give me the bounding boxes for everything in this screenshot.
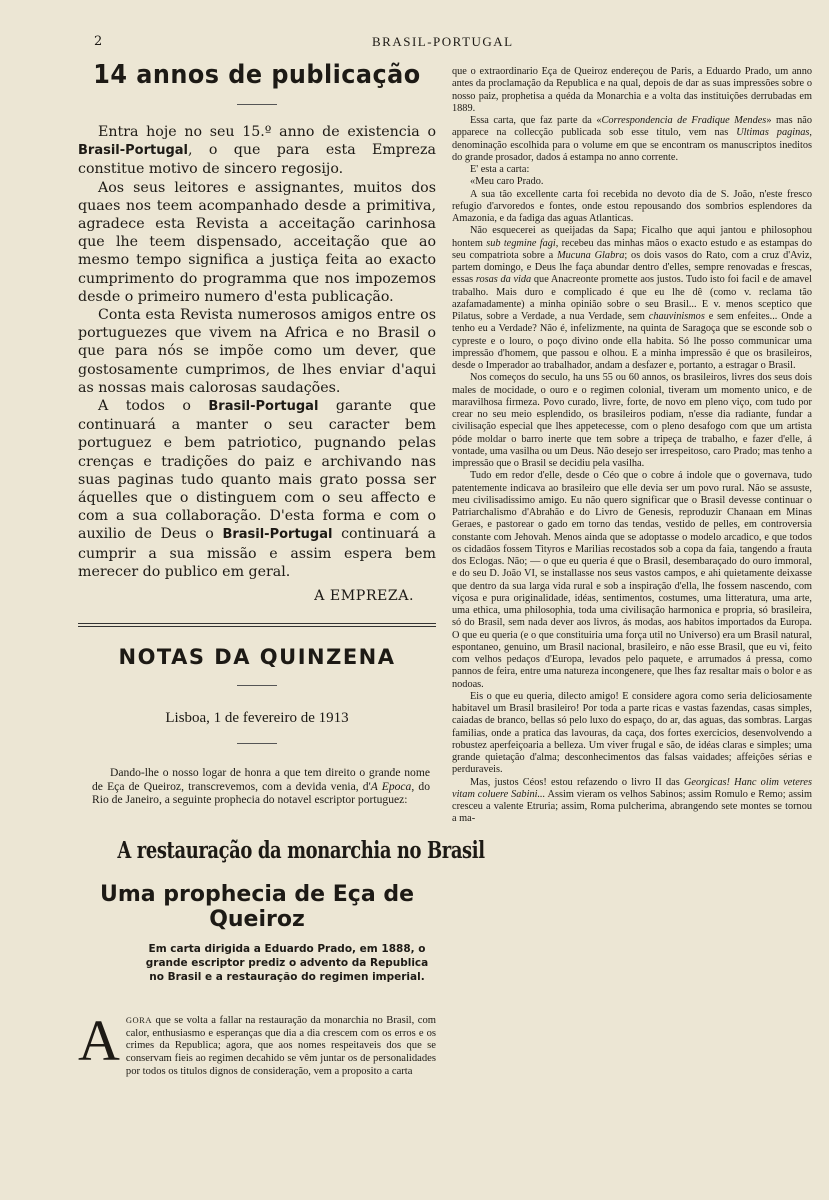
letter-salutation: «Meu caro Prado. — [470, 176, 544, 188]
running-title: BRASIL-PORTUGAL — [372, 34, 514, 49]
body-paragraph: E' esta a carta: — [470, 164, 530, 175]
editorial-title: 14 annos de publicação — [93, 60, 421, 90]
dateline-rule — [237, 743, 277, 744]
body-paragraph: Tudo em redor d'elle, desde o Céo que o cobre á indole que o governava, tudo patentemente indicava ao brasileiro que elle devia ser um povo rural. Não se assuste, meu civilisadissimo amigo. Eu não quero significar que o Brasil devesse continuar o Patriarchalismo d'Abrahão e do Livro de Genesis, reproduzir Chanaan em Minas Geraes, e pastorear o gado em torno das tendas, vestido de pelles, em controversia constante com Jehovah. Menos ainda que se adoptasse o modelo arcadico, e que todos os cidadãos fossem Tityros e Marilias recostados sob a copa da faia, tangendo a frauta dos Eclogas. Não; — o que eu queria é que o Brasil, desembaraçado do ouro immoral, e do seu D. João VI, se installasse nos seus vastos campos, e ahi quietamente deixasse que dentro da sua larga vida rural e sob a inspiração d'ella, lhe fossem nascendo, com viçosa e pura originalidade, idéas, sentimentos, costumes, uma litteratura, uma arte, uma ethica, uma philosophia, toda uma civilisação harmonica e propria, só brasileira, só do Brasil, sem nada dever aos livros, ás modas, aos habitos importados da Europa. O que eu queria (e o que constituiria uma força util no Universo) era um Brasil natural, espontaneo, genuino, um Brasil nacional, brasileiro, e não esse Brasil, que eu vi, feito com velhos pedaços d'Europa, levados pelo paquete, e arrumados á pressa, como pannos de feira, entre uma natureza incongenere, que lhes faz resaltar mais o bolor e as nodoas. — [452, 470, 812, 690]
body-paragraph: Nos começos do seculo, ha uns 55 ou 60 annos, os brasileiros, livres dos seus dois males de mocidade, o ouro e o regimen colonial, tiveram um momento unico, e de maravilhosa firmeza. Povo curado, livre, forte, de novo em pleno viço, com tudo por crear no seu meio esplendido, os brasileiros podiam, n'esse dia radiante, fundar a civilisação especial que lhes appetecesse, com o pleno desafogo com que um artista póde moldar o barro inerte que tem sobre a tripeça de trabalho, e fazer d'elle, á vontade, uma vasilha ou um Deus. Não desejo ser irrespeitoso, caro Prado; mas tenho a impressão que o Brasil se decidiu pela vasilha. — [452, 372, 813, 469]
article-title: A restauração da monarchia no Brasil — [117, 837, 485, 865]
intro-paragraph: Dando-lhe o nosso logar de honra a que tem direito o grande nome de Eça de Queiroz, transcrevemos, com a devida venia, d'A Epoca, do Rio de Janeiro, a seguinte prophecia do notavel escriptor portuguez: — [92, 766, 431, 807]
body-paragraph: Não esquecerei as queijadas da Sapa; Ficalho que aqui jantou e philosophou hontem sub tegmine fagi, recebeu das minhas mãos o exacto estudo e as estampas do seu compatriota sobre a Mucuna Glabra; os dois vasos do Rato, com a cruz d'Aviz, partem domingo, e Deus lhe faça abundar dentro d'elles, sempre renovadas e frescas, essas rosas da vida que Anacreonte promette aos justos. Tudo isto foi facil e de amavel trabalho. Mais duro e complicado é que eu lhe dê (como v. reclama tão azafamadamente) a minha opinião sobre o seu Brasil... E v. menos sceptico que Pilatus, sobre a Verdade, a nua Verdade, sem chauvinismos e sem enfeites... Onde a tenho eu a Verdade? Não é, infelizmente, na quinta de Saragoça que se esconde sob o cypreste e o louro, o poço divino onde ella habita. Só lhe posso communicar uma impressão d'homem, que passou e olhou. E a minha impressão é que os brasileiros, desde o Imperador ao trabalhador, andam a desfazer e, portanto, a estragar o Brasil. — [452, 225, 812, 371]
left-column — [78, 60, 485, 1079]
body-paragraph: que o extraordinario Eça de Queiroz endereçou de Paris, a Eduardo Prado, um anno antes da proclamação da Republica e na qual, depois de dar as suas impressões sobre o nosso paiz, prophetisa a quéda da Monarchia e a volta das instituições derrubadas em 1889. — [452, 66, 812, 114]
editorial-paragraph: A todos o Brasil-Portugal garante que continuará a manter o seu caracter bem portuguez e bem patriotico, pugnando pelas crenças e tradições do paiz e archivando nas suas paginas tudo quanto mais grato possa ser áquelles que o distinguem com o seu affecto e com a sua collaboração. D'esta forma e com o auxilio de Deus o Brasil-Portugal continuará a cumprir a sua missão e assim espera bem merecer do publico em geral. — [78, 398, 437, 580]
editorial-paragraph: Aos seus leitores e assignantes, muitos dos quaes nos teem acompanhado desde a primitiva, agradece esta Revista a acceitação carinhosa que lhe teem dispensado, acceitação que ao mesmo tempo significa a justiça feita ao exacto cumprimento do programma que nos impozemos desde o primeiro numero d'esta publicação. — [78, 179, 436, 305]
drop-cap: A — [78, 1008, 120, 1074]
body-paragraph: Eis o que eu queria, dilecto amigo! E considere agora como seria deliciosamente habitavel um Brasil brasileiro! Por toda a parte ricas e vastas fazendas, casas simples, caiadas de branco, bellas só pelo luxo do espaço, do ar, das aguas, das sombras. Largas familias, onde a pratica das lavouras, da caça, dos fortes exercicios, desenvolvendo a robustez aperfeiçoaria a belleza. Um viver frugal e são, de idéas claras e simples; uma grande quietação d'alma; desconhecimentos das falsas vaidades; affeições sérias e perduraveis. — [452, 690, 812, 776]
section-title: NOTAS DA QUINZENA — [118, 645, 396, 670]
article-first-paragraph: AGORA que se volta a fallar na restauração da monarchia no Brasil, com calor, enthusiasmo e esperanças que dia a dia crescem com os erros e os crimes da Republica; agora, que aos nomes respeitaveis dos que se conservam fieis ao regimen decahido se vêm juntar os de personalidades por todos os titulos dignos de consideração, vem a proposito a carta — [78, 1008, 436, 1077]
dateline: Lisboa, 1 de fevereiro de 1913 — [165, 710, 349, 727]
section-divider — [78, 623, 436, 627]
body-paragraph: Mas, justos Céos! estou refazendo o livro II das Georgicas! Hanc olim veteres vitam coluere Sabini... Assim vieram os velhos Sabinos; assim Romulo e Remo; assim cresceu a valente Etruria; assim, Roma pulcherima, abrangendo sete montes se tornou a ma- — [452, 776, 812, 825]
editorial-paragraph: Entra hoje no seu 15.º anno de existencia o Brasil-Portugal, o que para esta Empreza constitue motivo de sincero regosijo. — [78, 124, 436, 178]
body-paragraph: A sua tão excellente carta foi recebida no devoto dia de S. João, n'este fresco refugio d'arvoredos e fontes, onde estou repousando dos sombrios esplendores da Amazonia, e da fadiga das aguas Atlanticas. — [452, 188, 812, 224]
editorial-signature: A EMPREZA. — [314, 588, 414, 605]
article-subtitle: Uma prophecia de Eça de Queiroz — [100, 882, 414, 933]
title-rule — [237, 104, 277, 105]
editorial-body — [78, 123, 436, 605]
article-dek: Em carta dirigida a Eduardo Prado, em 1888, o grande escriptor prediz o advento da Republica no Brasil e a restauração do regimen imperial. — [145, 943, 429, 984]
page-number: 2 — [94, 34, 103, 49]
body-paragraph: Essa carta, que faz parte da «Correspondencia de Fradique Mendes» mas não apparece na collecção publicada sob esse titulo, vem nas Ultimas paginas, denominação escolhida para o volume em que se encontram os manuscriptos ineditos do grande prosador, dados á estampa no anno corrente. — [452, 115, 812, 163]
editorial-paragraph: Conta esta Revista numerosos amigos entre os portuguezes que vivem na Africa e no Brasil o que para nós se impõe como um dever, que gostosamente cumprimos, de lhes enviar d'aqui as nossas mais calorosas saudações. — [78, 307, 436, 396]
section-rule — [237, 685, 277, 686]
right-column — [452, 66, 812, 826]
